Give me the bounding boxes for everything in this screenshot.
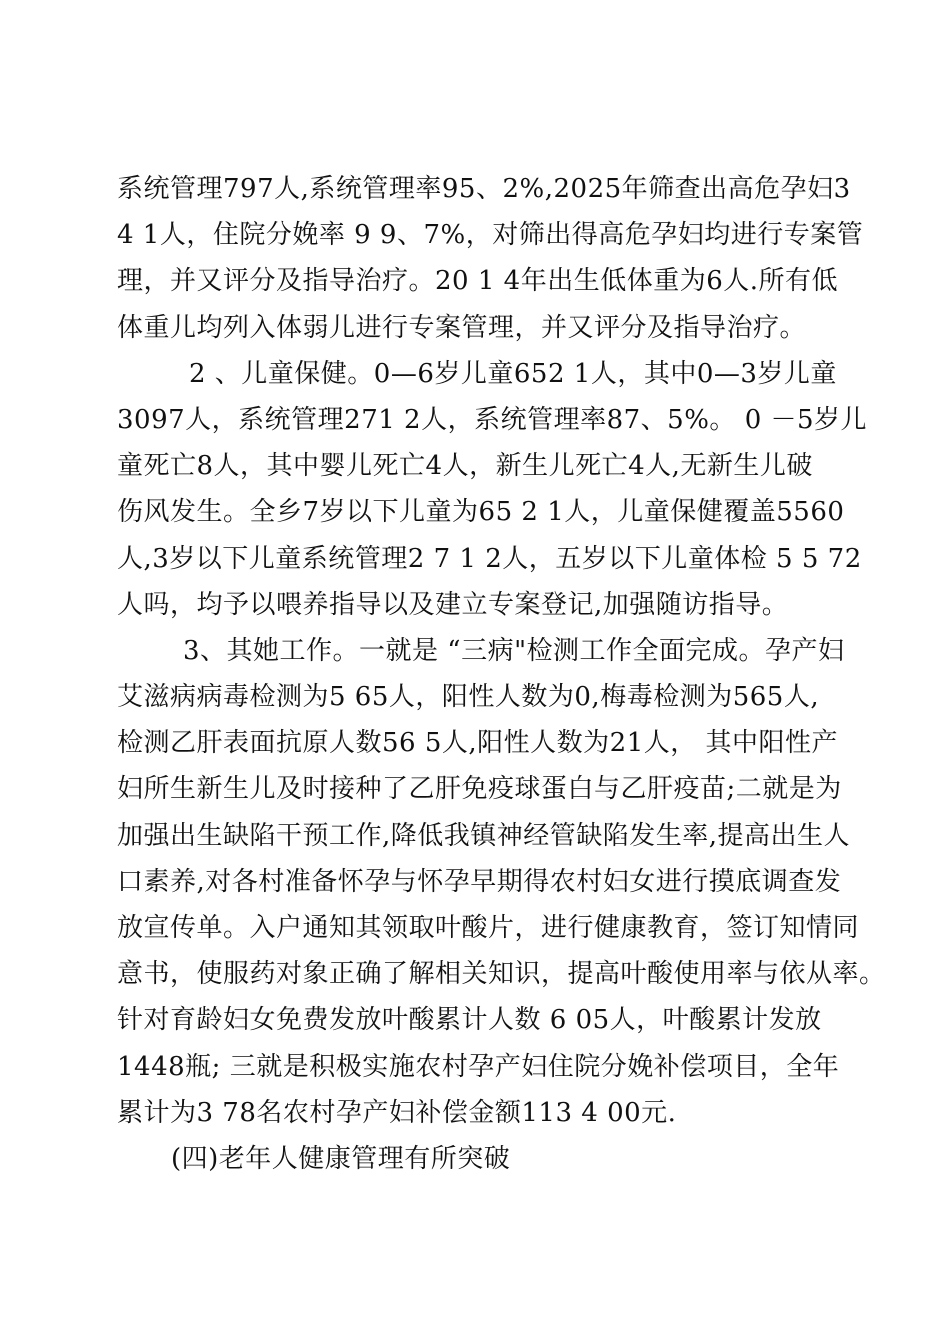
text-line: 伤风发生。全乡7岁以下儿童为65 2 1人，儿童保健覆盖5560 (117, 497, 845, 528)
text-line: 意书，使服药对象正确了解相关知识，提高叶酸使用率与依从率。 (117, 959, 886, 990)
text-line: 口素养,对各村准备怀孕与怀孕早期得农村妇女进行摸底调查发 (117, 866, 842, 897)
text-line: 3097人，系统管理271 2人，系统管理率87、5%。 0 －5岁儿 (117, 404, 868, 435)
paragraph-child-health (117, 351, 868, 628)
text-line: 检测乙肝表面抗原人数56 5人,阳性人数为21人， 其中阳性产 (117, 728, 839, 759)
text-line: 3、其她工作。一就是 “三病"检测工作全面完成。孕产妇 (183, 635, 845, 666)
document-body (117, 166, 886, 1182)
text-line: 系统管理797人,系统管理率95、2%,2025年筛查出高危孕妇3 (117, 174, 851, 204)
paragraph-maternal-health (117, 166, 864, 351)
text-line: 1448瓶; 三就是积极实施农村孕产妇住院分娩补偿项目，全年 (117, 1051, 840, 1082)
text-line: 加强出生缺陷干预工作,降低我镇神经管缺陷发生率,提高出生人 (117, 820, 851, 851)
text-line: 人,3岁以下儿童系统管理2 7 1 2人，五岁以下儿童体检 5 5 72 (117, 543, 862, 574)
paragraph-other-work (117, 628, 886, 1136)
text-line: 妇所生新生儿及时接种了乙肝免疫球蛋白与乙肝疫苗;二就是为 (117, 774, 842, 805)
text-line: 体重儿均列入体弱儿进行专案管理，并又评分及指导治疗。 (117, 312, 807, 343)
text-line: 2 、儿童保健。0—6岁儿童652 1人，其中0—3岁儿童 (189, 358, 837, 389)
text-line: 针对育龄妇女免费发放叶酸累计人数 6 05人，叶酸累计发放 (117, 1005, 822, 1036)
text-line: 放宣传单。入户通知其领取叶酸片，进行健康教育，签订知情同 (117, 913, 860, 943)
heading-elderly-health: (四)老年人健康管理有所突破 (171, 1143, 511, 1174)
text-line: 人吗，均予以喂养指导以及建立专案登记,加强随访指导。 (117, 589, 789, 620)
text-line: 童死亡8人，其中婴儿死亡4人，新生儿死亡4人,无新生儿破 (117, 451, 813, 482)
text-line: 4 1人，住院分娩率 9 9、7%，对筛出得高危孕妇均进行专案管 (117, 220, 864, 251)
text-line: 累计为3 78名农村孕产妇补偿金额113 4 00元. (117, 1097, 677, 1128)
section-heading (117, 1136, 837, 1182)
text-line: 艾滋病病毒检测为5 65人，阳性人数为0,梅毒检测为565人, (117, 682, 820, 713)
text-line: 理，并又评分及指导治疗。20 1 4年出生低体重为6人.所有低 (117, 266, 839, 297)
